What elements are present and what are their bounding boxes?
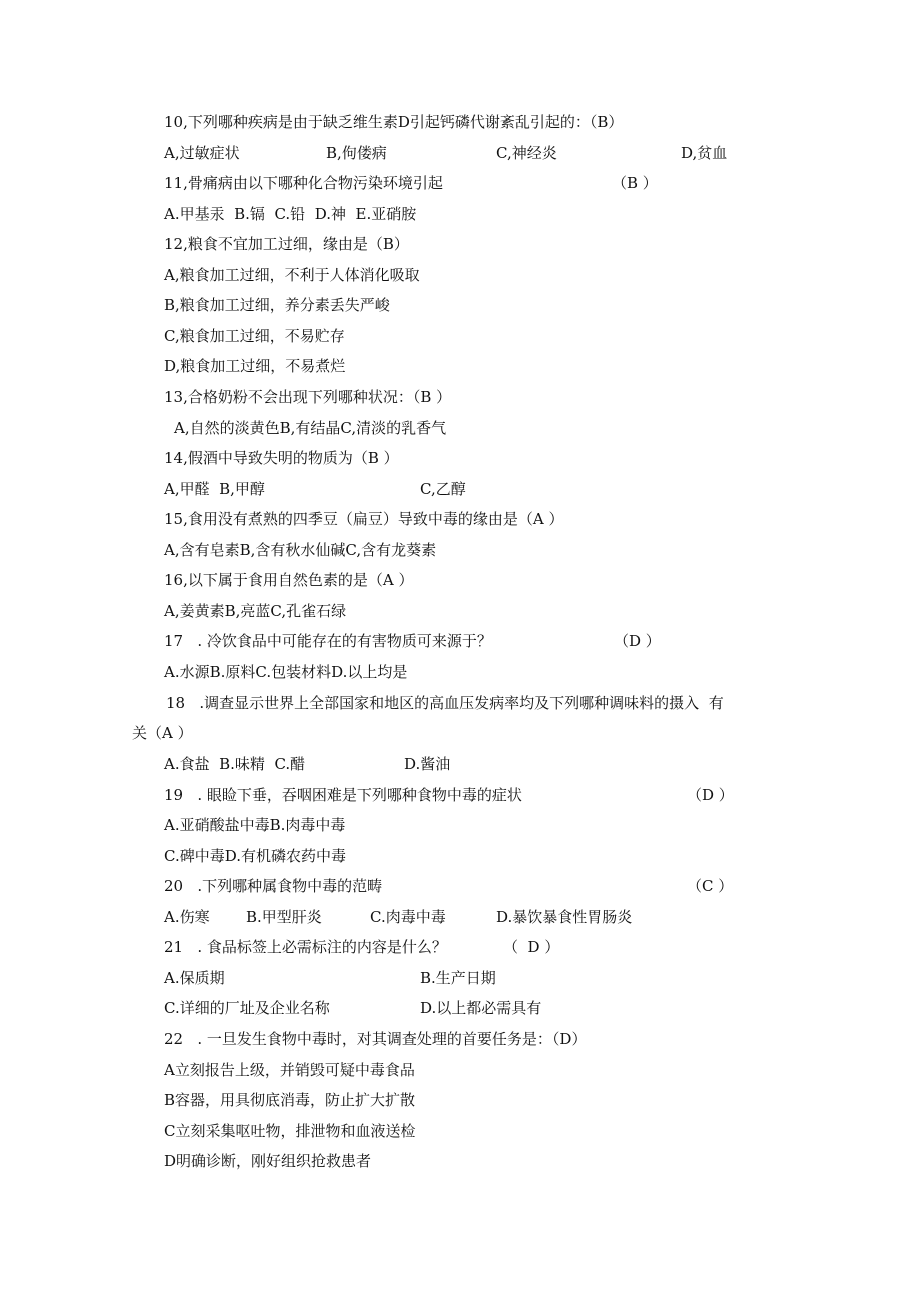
q14-option-c: C,乙醇 bbox=[420, 480, 466, 498]
q10-option-c: C,神经炎 bbox=[496, 144, 557, 162]
q19-options-cd: C.碑中毒D.有机磷农药中毒 bbox=[164, 847, 346, 865]
q14-options-ab: A,甲醛 B,甲醇 bbox=[164, 480, 265, 498]
q12-option-d: D,粮食加工过细，不易煮烂 bbox=[164, 357, 346, 375]
q18-option-d: D.酱油 bbox=[404, 755, 451, 773]
q10-option-b: B,佝偻病 bbox=[326, 144, 387, 162]
q21-answer: （ D ） bbox=[503, 938, 560, 956]
q22-option-b: B容器，用具彻底消毒，防止扩大扩散 bbox=[164, 1091, 416, 1109]
q11-answer: （B ） bbox=[612, 174, 658, 192]
q17-stem: 17 . 冷饮食品中可能存在的有害物质可来源于？ bbox=[164, 632, 492, 650]
q10-option-a: A,过敏症状 bbox=[164, 144, 240, 162]
q16-stem: 16,以下属于食用自然色素的是（A ） bbox=[164, 571, 414, 589]
q13-stem: 13,合格奶粉不会出现下列哪种状况：（B ） bbox=[164, 388, 452, 406]
q19-options-ab: A.亚硝酸盐中毒B.肉毒中毒 bbox=[164, 816, 346, 834]
q19-answer: （D ） bbox=[687, 786, 734, 804]
q16-options: A,姜黄素B,亮蓝C,孔雀石绿 bbox=[164, 602, 347, 620]
q21-option-b: B.生产日期 bbox=[420, 969, 496, 987]
q10-stem: 10,下列哪种疾病是由于缺乏维生素D引起钙磷代谢紊乱引起的：（B） bbox=[164, 113, 624, 131]
q19-stem: 19 . 眼睑下垂，吞咽困难是下列哪种食物中毒的症状 bbox=[164, 786, 522, 804]
q20-answer: （C ） bbox=[687, 877, 734, 895]
q11-options: A.甲基汞 B.镉 C.铅 D.神 E.亚硝胺 bbox=[164, 205, 417, 223]
q20-stem: 20 .下列哪种属食物中毒的范畴 bbox=[164, 877, 383, 895]
q12-option-c: C,粮食加工过细，不易贮存 bbox=[164, 327, 345, 345]
q22-option-a: A立刻报告上级，并销毁可疑中毒食品 bbox=[164, 1061, 415, 1079]
q20-option-c: C.肉毒中毒 bbox=[370, 908, 446, 926]
q13-options: A,自然的淡黄色B,有结晶C,清淡的乳香气 bbox=[174, 419, 447, 437]
q17-options: A.水源B.原料C.包装材料D.以上均是 bbox=[164, 663, 408, 681]
q15-stem: 15,食用没有煮熟的四季豆（扁豆）导致中毒的缘由是（A ） bbox=[164, 510, 564, 528]
q20-option-d: D.暴饮暴食性胃肠炎 bbox=[496, 908, 633, 926]
q20-option-a: A.伤寒 bbox=[164, 908, 210, 926]
q11-stem: 11,骨痛病由以下哪种化合物污染环境引起 bbox=[164, 174, 443, 192]
q21-option-d: D.以上都必需具有 bbox=[420, 999, 542, 1017]
q22-option-d: D明确诊断，刚好组织抢救患者 bbox=[164, 1152, 372, 1170]
q14-stem: 14,假酒中导致失明的物质为（B ） bbox=[164, 449, 399, 467]
q10-option-d: D,贫血 bbox=[681, 144, 728, 162]
q18-stem-line1: 18 .调查显示世界上全部国家和地区的高血压发病率均及下列哪种调味料的摄入 有 bbox=[166, 694, 724, 712]
q20-option-b: B.甲型肝炎 bbox=[246, 908, 322, 926]
q12-option-a: A,粮食加工过细，不利于人体消化吸取 bbox=[164, 266, 420, 284]
q12-stem: 12,粮食不宜加工过细，缘由是（B） bbox=[164, 235, 409, 253]
q18-options-abc: A.食盐 B.味精 C.醋 bbox=[164, 755, 306, 773]
q22-option-c: C立刻采集呕吐物，排泄物和血液送检 bbox=[164, 1122, 416, 1140]
q18-stem-line2: 关（A ） bbox=[132, 724, 193, 742]
q21-option-a: A.保质期 bbox=[164, 969, 225, 987]
q15-options: A,含有皂素B,含有秋水仙碱C,含有龙葵素 bbox=[164, 541, 437, 559]
q12-option-b: B,粮食加工过细，养分素丢失严峻 bbox=[164, 296, 390, 314]
q21-option-c: C.详细的厂址及企业名称 bbox=[164, 999, 330, 1017]
q17-answer: （D ） bbox=[614, 632, 661, 650]
q22-stem: 22 . 一旦发生食物中毒时，对其调查处理的首要任务是：（D） bbox=[164, 1030, 587, 1048]
q21-stem: 21 . 食品标签上必需标注的内容是什么？ bbox=[164, 938, 447, 956]
